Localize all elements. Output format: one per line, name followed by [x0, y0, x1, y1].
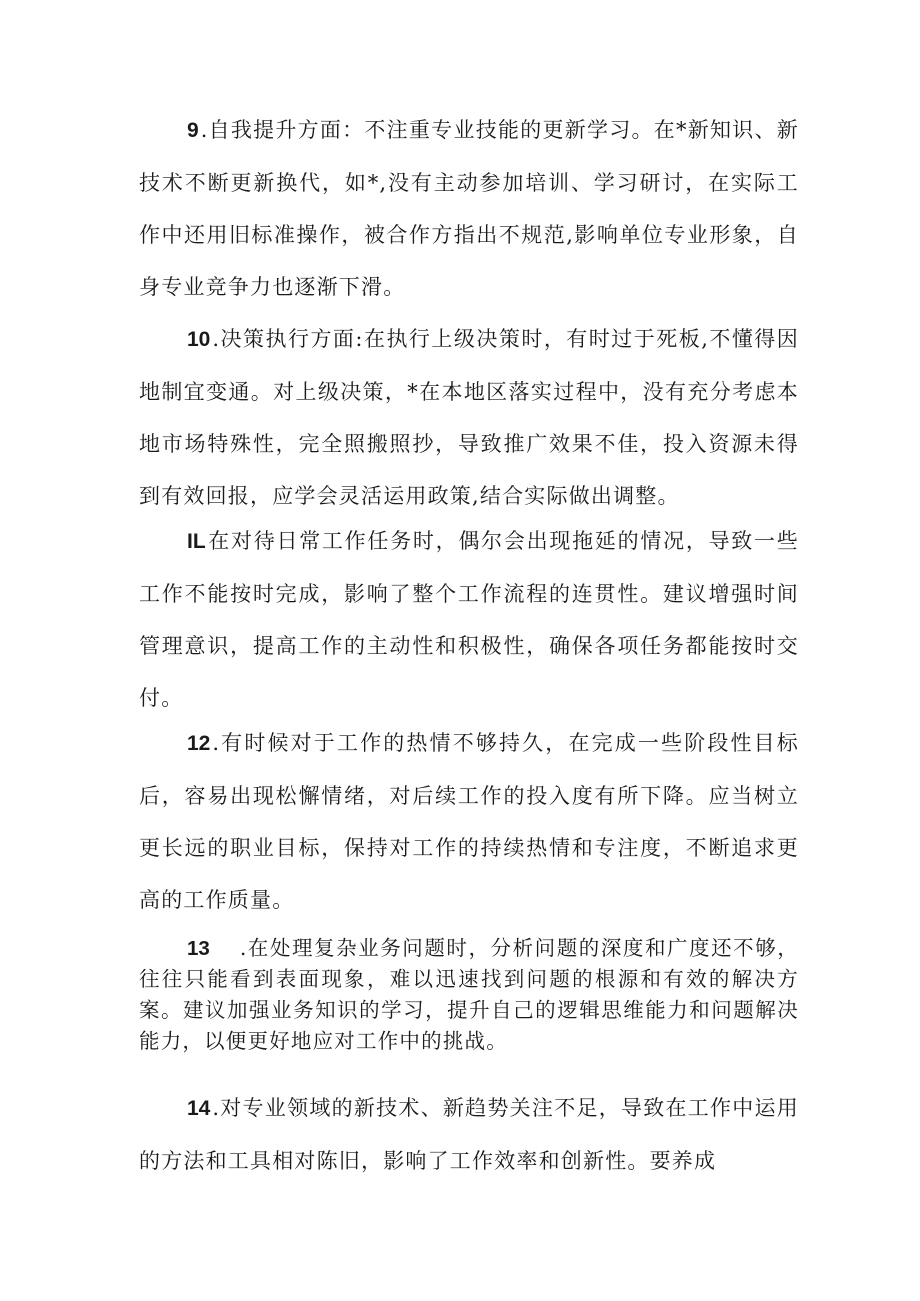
paragraph-14 [139, 1082, 799, 1187]
paragraph-text: 在对待日常工作任务时，偶尔会出现拖延的情况，导致一些工作不能按时完成，影响了整个工作流程的连贯性。建议增强时间管理意识，提高工作的主动性和积极性，确保各项任务都能按时交付。 [139, 529, 799, 710]
paragraph-number: 10 [187, 328, 211, 351]
paragraph-11 [139, 515, 799, 724]
paragraph-text: .对专业领域的新技术、新趋势关注不足，导致在工作中运用的方法和工具相对陈旧，影响了工作效率和创新性。要养成 [139, 1096, 799, 1173]
paragraph-10 [139, 313, 799, 522]
paragraph-text: .决策执行方面:在执行上级决策时，有时过于死板,不懂得因地制宜变通。对上级决策，*在本地区落实过程中，没有充分考虑本地市场特殊性，完全照搬照抄，导致推广效果不佳，投入资源未得到有效回报，应学会灵活运用政策,结合实际做出调整。 [139, 327, 799, 508]
paragraph-text: .有时候对于工作的热情不够持久，在完成一些阶段性目标后，容易出现松懈情绪，对后续工作的投入度有所下降。应当树立更长远的职业目标，保持对工作的持续热情和专注度，不断追求更高的工作质量。 [139, 731, 799, 912]
paragraph-number: 13 [187, 937, 210, 960]
paragraph-number: 14 [187, 1097, 211, 1120]
paragraph-text: .自我提升方面：不注重专业技能的更新学习。在*新知识、新技术不断更新换代，如*,没有主动参加培训、学习研讨，在实际工作中还用旧标准操作，被合作方指出不规范,影响单位专业形象，自身专业竞争力也逐渐下滑。 [139, 118, 799, 299]
paragraph-9 [139, 104, 799, 313]
paragraph-12 [139, 717, 799, 926]
paragraph-number: IL [187, 530, 206, 553]
paragraph-number: 12 [187, 732, 211, 755]
paragraph-number: 9 [187, 119, 199, 142]
paragraph-text: .在处理复杂业务问题时，分析问题的深度和广度还不够，往往只能看到表面现象，难以迅速找到问题的根源和有效的解决方案。建议加强业务知识的学习，提升自己的逻辑思维能力和问题解决能力，以便更好地应对工作中的挑战。 [139, 936, 799, 1053]
paragraph-13 [139, 933, 799, 1057]
